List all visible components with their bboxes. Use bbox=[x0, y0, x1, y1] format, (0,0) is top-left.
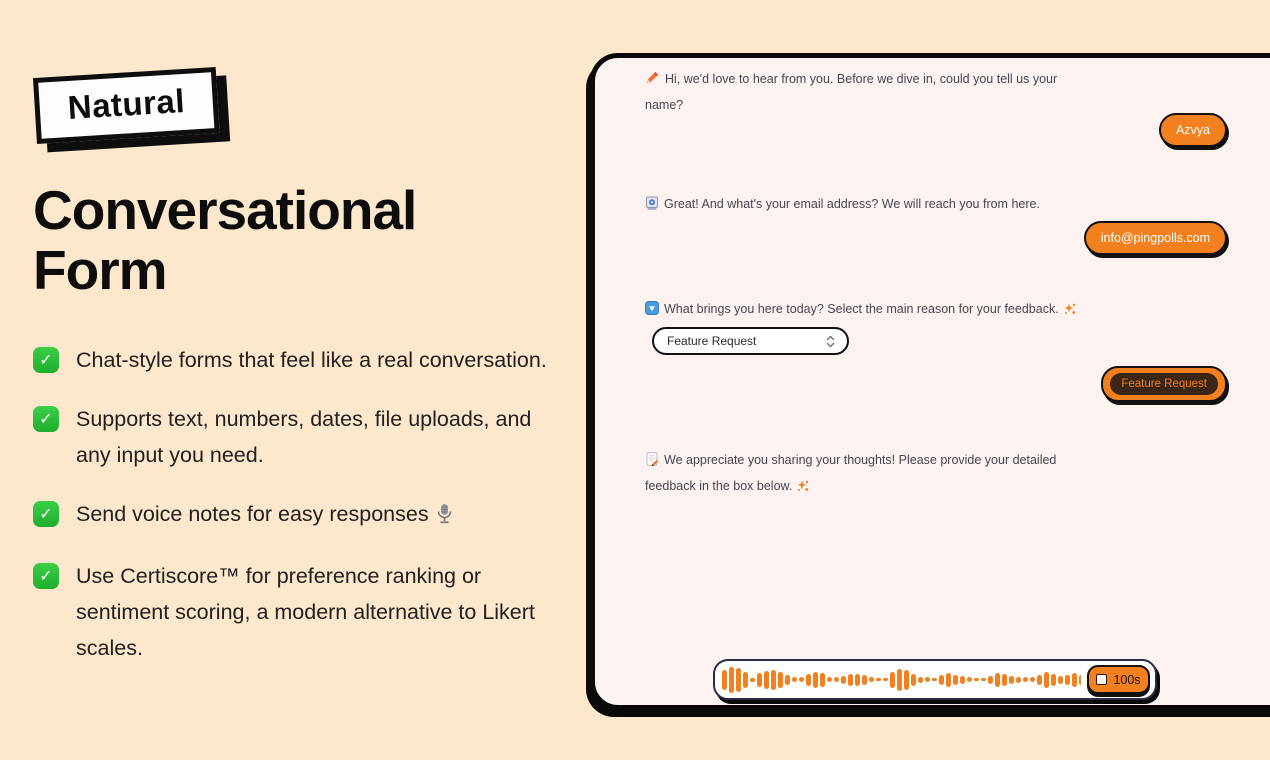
check-icon: ✓ bbox=[33, 347, 59, 373]
bot-message-name: Hi, we'd love to hear from you. Before we dive in, could you tell us your name? bbox=[645, 72, 1058, 112]
microphone-icon bbox=[435, 499, 454, 535]
user-reply-reason bbox=[1101, 366, 1227, 402]
reason-select-value: Feature Request bbox=[667, 334, 757, 348]
feature-text: Send voice notes for easy responses bbox=[76, 496, 454, 535]
check-icon: ✓ bbox=[33, 501, 59, 527]
chat-form-panel bbox=[590, 53, 1270, 710]
feature-list bbox=[33, 342, 573, 666]
computer-disk-icon bbox=[645, 196, 659, 210]
stop-recording-button[interactable] bbox=[1087, 665, 1150, 694]
sparkle-icon bbox=[796, 479, 809, 492]
user-reply-name: Azvya bbox=[1159, 113, 1227, 147]
bot-message-reason: What brings you here today? Select the main reason for your feedback. bbox=[645, 296, 1076, 322]
page-title bbox=[33, 180, 573, 300]
title-line-1: Conversational bbox=[33, 179, 417, 241]
voice-recorder-bar bbox=[713, 659, 1157, 700]
select-chevrons-icon bbox=[825, 334, 836, 349]
list-item bbox=[33, 558, 573, 666]
feature-text: Chat-style forms that feel like a real conversation. bbox=[76, 348, 547, 372]
stop-icon bbox=[1096, 674, 1107, 685]
check-icon: ✓ bbox=[33, 563, 59, 589]
memo-icon bbox=[645, 452, 659, 466]
check-icon: ✓ bbox=[33, 406, 59, 432]
bot-message-email: Great! And what's your email address? We will reach you from here. bbox=[645, 191, 1040, 217]
sparkle-icon bbox=[1063, 302, 1076, 315]
badge-label: Natural bbox=[66, 81, 186, 127]
pencil-icon bbox=[645, 70, 660, 85]
natural-badge bbox=[33, 67, 220, 144]
title-line-2: Form bbox=[33, 239, 167, 301]
reason-select[interactable] bbox=[652, 327, 849, 355]
list-item bbox=[33, 496, 573, 535]
hero-section bbox=[33, 78, 573, 689]
feature-text: Supports text, numbers, dates, file uploads, and any input you need. bbox=[76, 407, 532, 467]
list-item bbox=[33, 401, 573, 473]
recording-duration: 100s bbox=[1113, 672, 1141, 687]
bot-message-feedback: We appreciate you sharing your thoughts! Please provide your detailed feedback in the box below. bbox=[645, 453, 1057, 493]
voice-waveform bbox=[722, 661, 1081, 698]
feature-text: Use Certiscore™ for preference ranking or sentiment scoring, a modern alternative to Likert scales. bbox=[76, 564, 535, 660]
user-reply-email: info@pingpolls.com bbox=[1084, 221, 1227, 255]
reason-chip: Feature Request bbox=[1110, 373, 1218, 395]
down-arrow-button-icon bbox=[645, 301, 659, 315]
list-item bbox=[33, 342, 573, 378]
